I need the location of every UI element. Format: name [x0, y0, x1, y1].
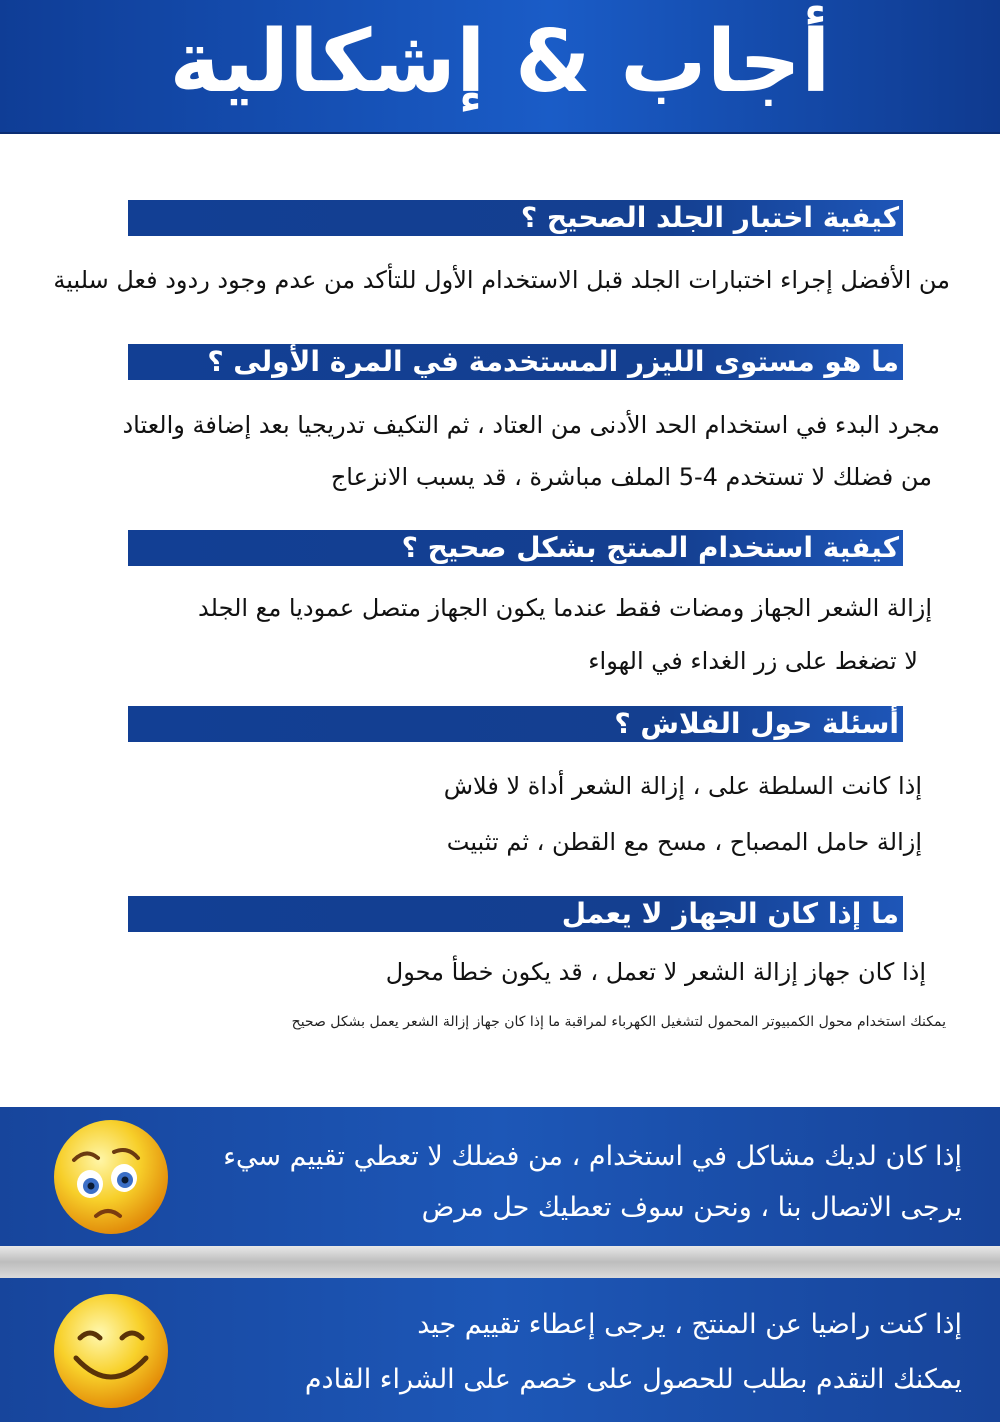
faq-question-2: ما هو مستوى الليزر المستخدمة في المرة الأولى ؟ — [128, 344, 903, 380]
happy-panel-line-2: يمكنك التقدم بطلب للحصول على خصم على الشراء القادم — [304, 1364, 962, 1395]
page-title: أجاب & إشكالية — [169, 12, 831, 112]
happy-face-icon — [52, 1292, 170, 1410]
faq-answer-2-1: مجرد البدء في استخدام الحد الأدنى من العتاد ، ثم التكيف تدريجيا بعد إضافة والعتاد — [122, 411, 940, 439]
happy-panel-line-1: إذا كنت راضيا عن المنتج ، يرجى إعطاء تقييم جيد — [417, 1309, 962, 1340]
faq-question-1: كيفية اختبار الجلد الصحيح ؟ — [128, 200, 903, 236]
adapter-note: يمكنك استخدام محول الكمبيوتر المحمول لتشغيل الكهرباء لمراقبة ما إذا كان جهاز إزالة الشعر يعمل بشكل صحيح — [291, 1014, 946, 1030]
header-rule — [0, 132, 1000, 134]
sad-panel-line-1: إذا كان لديك مشاكل في استخدام ، من فضلك لا تعطي تقييم سيء — [223, 1141, 962, 1172]
sad-panel-line-2: يرجى الاتصال بنا ، ونحن سوف تعطيك حل مرض — [421, 1192, 962, 1223]
page-header — [0, 0, 1000, 134]
panel-divider — [0, 1246, 1000, 1278]
faq-question-3: كيفية استخدام المنتج بشكل صحيح ؟ — [128, 530, 903, 566]
faq-question-5: ما إذا كان الجهاز لا يعمل — [128, 896, 903, 932]
happy-feedback-panel — [0, 1278, 1000, 1422]
faq-answer-3-1: إزالة الشعر الجهاز ومضات فقط عندما يكون الجهاز متصل عموديا مع الجلد — [198, 594, 932, 622]
faq-answer-3-2: لا تضغط على زر الغداء في الهواء — [588, 647, 918, 675]
sad-face-icon — [52, 1118, 170, 1236]
faq-answer-5-1: إذا كان جهاز إزالة الشعر لا تعمل ، قد يكون خطأ محول — [385, 958, 926, 986]
faq-answer-1-1: من الأفضل إجراء اختبارات الجلد قبل الاستخدام الأول للتأكد من عدم وجود ردود فعل سلبية — [53, 266, 950, 294]
faq-answer-4-2: إزالة حامل المصباح ، مسح مع القطن ، ثم تثبيت — [446, 828, 922, 856]
faq-question-4: أسئلة حول الفلاش ؟ — [128, 706, 903, 742]
sad-feedback-panel — [0, 1107, 1000, 1246]
faq-answer-2-2: من فضلك لا تستخدم 4-5 الملف مباشرة ، قد يسبب الانزعاج — [330, 463, 932, 491]
faq-answer-4-1: إذا كانت السلطة على ، إزالة الشعر أداة لا فلاش — [443, 772, 922, 800]
